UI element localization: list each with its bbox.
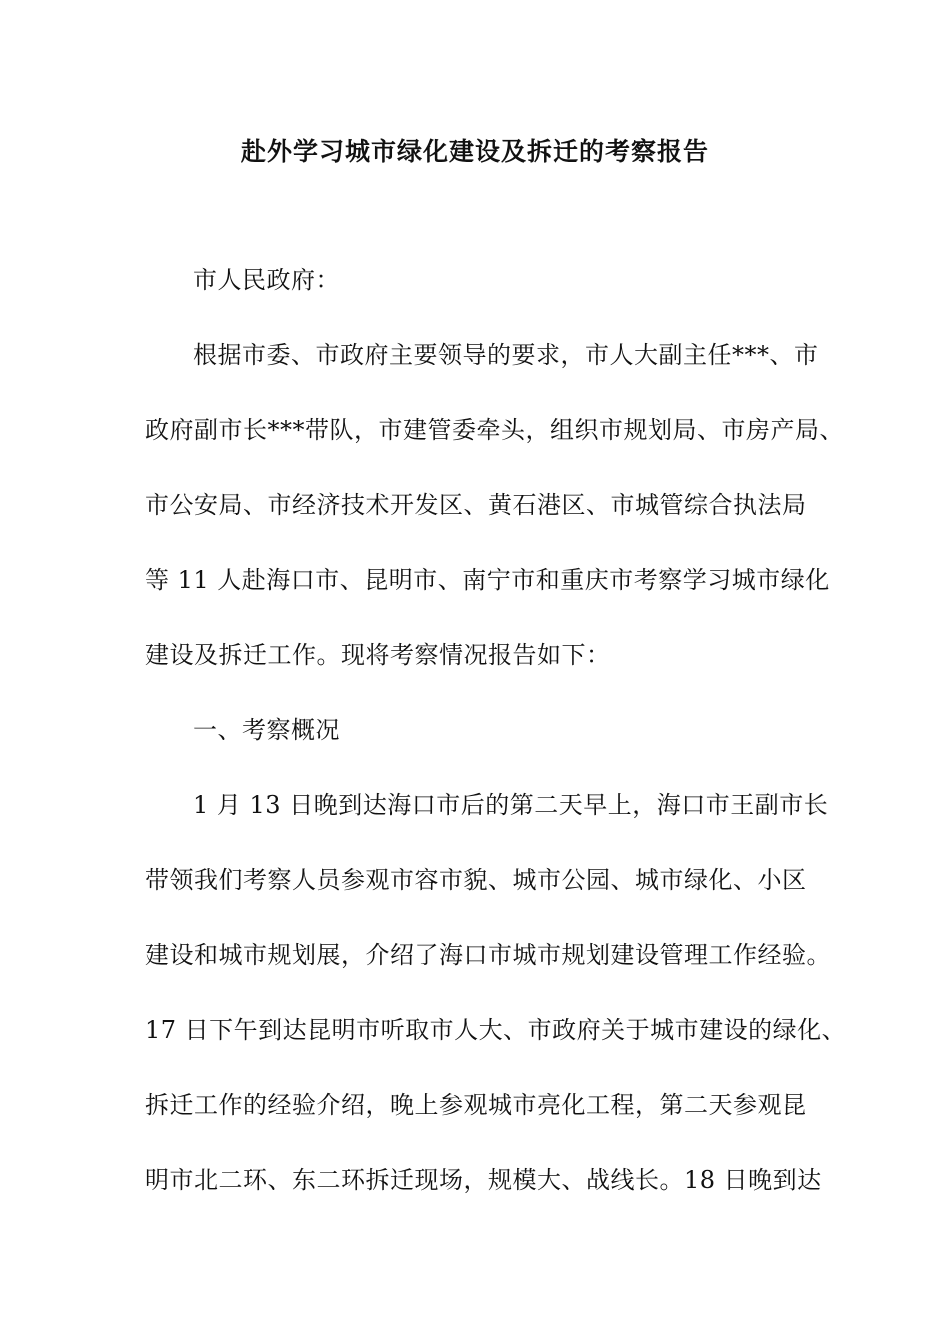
paragraph-line: 带领我们考察人员参观市容市貌、城市公园、城市绿化、小区 [145, 866, 807, 894]
paragraph-line: 根据市委、市政府主要领导的要求，市人大副主任***、市 [193, 341, 819, 369]
section-heading: 一、考察概况 [193, 716, 340, 744]
paragraph-line: 市公安局、市经济技术开发区、黄石港区、市城管综合执法局 [145, 491, 807, 519]
paragraph-line: 明市北二环、东二环拆迁现场，规模大、战线长。18 日晚到达 [145, 1166, 822, 1194]
paragraph-line: 拆迁工作的经验介绍，晚上参观城市亮化工程，第二天参观昆 [145, 1091, 807, 1119]
paragraph-line: 等 11 人赴海口市、昆明市、南宁市和重庆市考察学习城市绿化 [145, 566, 830, 594]
salutation-line: 市人民政府： [193, 266, 340, 294]
paragraph-line: 建设及拆迁工作。现将考察情况报告如下： [145, 641, 611, 669]
paragraph-line: 政府副市长***带队，市建管委牵头，组织市规划局、市房产局、 [145, 416, 844, 444]
paragraph-line: 17 日下午到达昆明市听取市人大、市政府关于城市建设的绿化、 [145, 1016, 847, 1044]
document-title: 赴外学习城市绿化建设及拆迁的考察报告 [240, 137, 709, 166]
document-body [145, 264, 847, 1239]
paragraph-line: 1 月 13 日晚到达海口市后的第二天早上，海口市王副市长 [193, 791, 829, 819]
paragraph-line: 建设和城市规划展，介绍了海口市城市规划建设管理工作经验。 [145, 941, 831, 969]
